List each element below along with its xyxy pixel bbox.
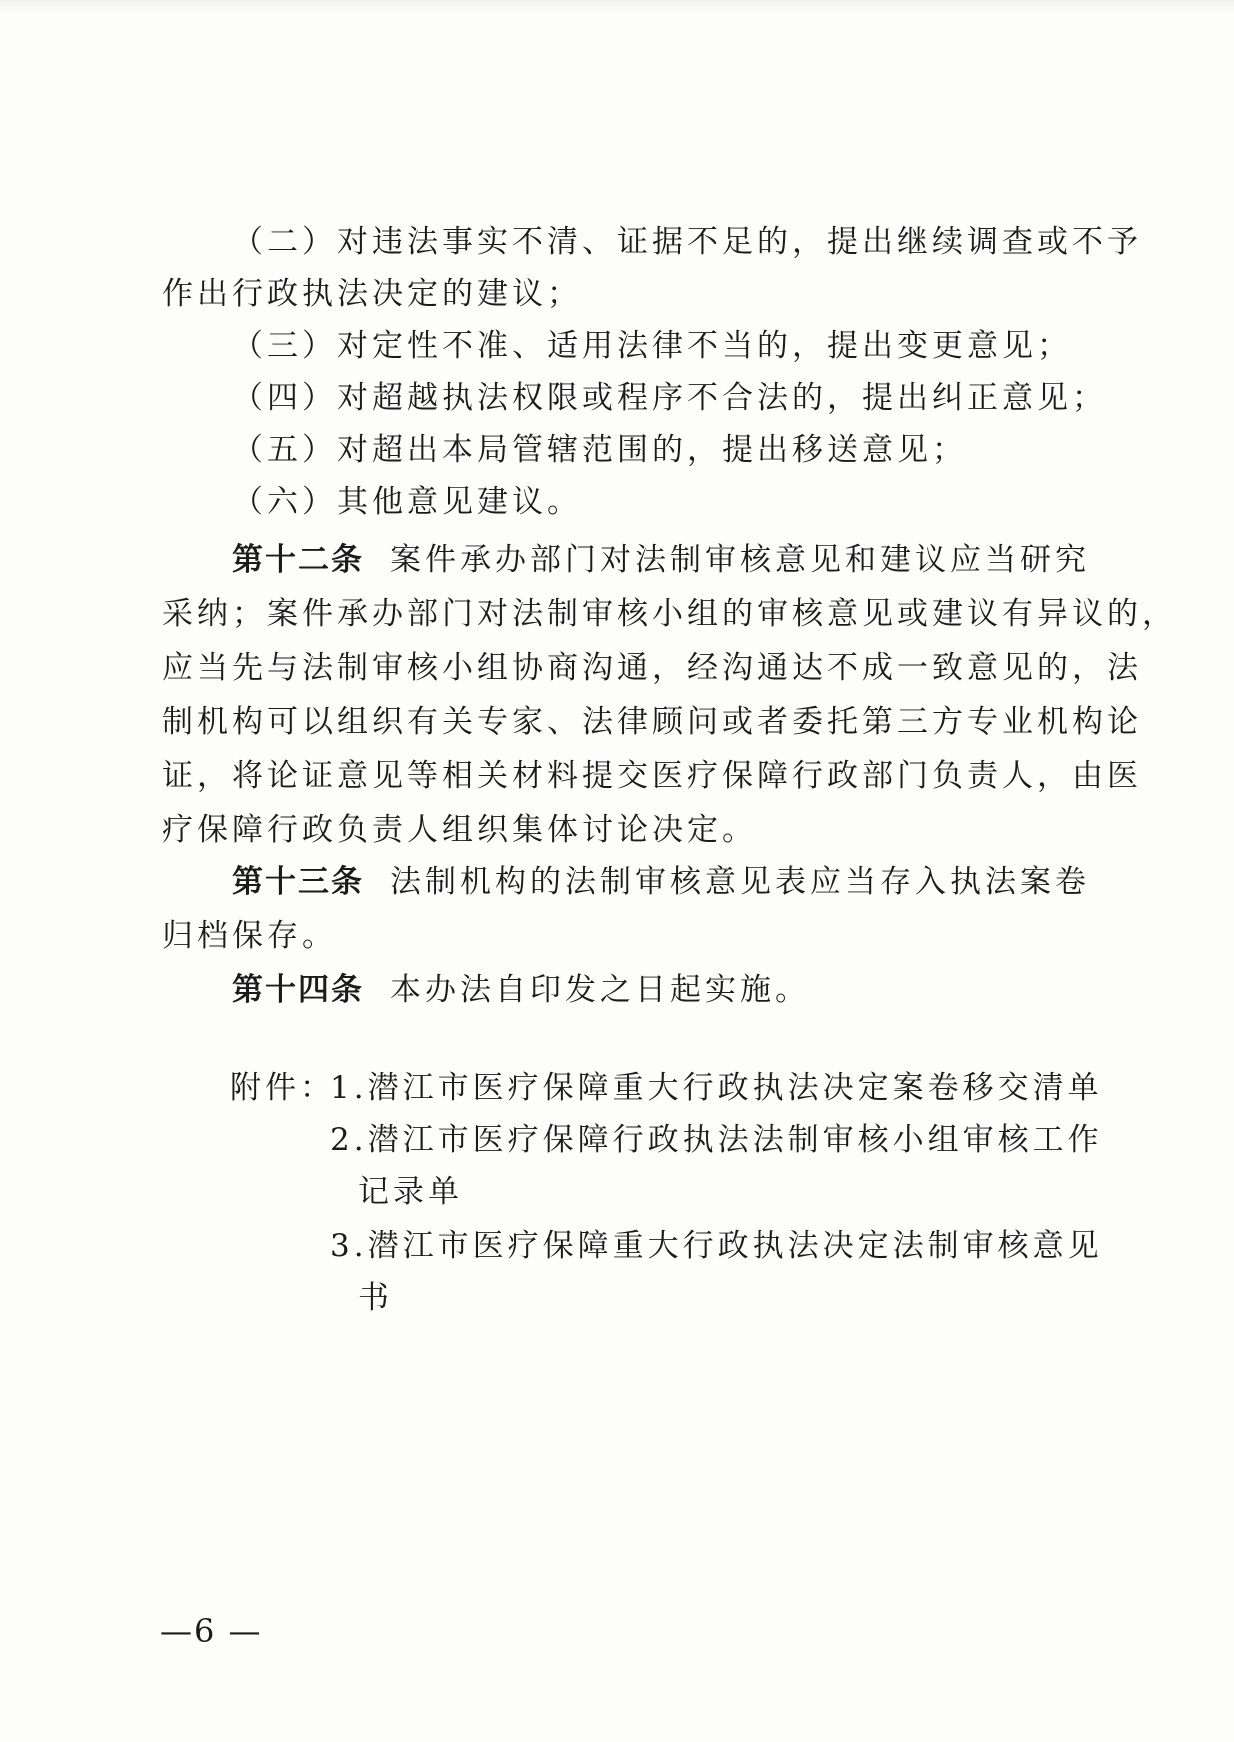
attachment-item-2-line-1: 2.潜江市医疗保障行政执法法制审核小组审核工作 bbox=[330, 1122, 1103, 1158]
attachment-item-1: 1.潜江市医疗保障重大行政执法决定案卷移交清单 bbox=[330, 1070, 1103, 1106]
article-13-line-2: 归档保存。 bbox=[162, 918, 337, 954]
article-13-line-1 bbox=[232, 862, 1090, 902]
item-2-line-1: （二）对违法事实不清、证据不足的，提出继续调查或不予 bbox=[232, 224, 1142, 260]
article-12-line-6: 疗保障行政负责人组织集体讨论决定。 bbox=[162, 812, 757, 848]
article-12-line-2: 采纳；案件承办部门对法制审核小组的审核意见或建议有异议的， bbox=[162, 596, 1177, 632]
item-3: （三）对定性不准、适用法律不当的，提出变更意见； bbox=[232, 328, 1072, 364]
article-14-line-1 bbox=[232, 970, 810, 1010]
article-14-text: 本办法自印发之日起实施。 bbox=[390, 972, 810, 1008]
article-13-text: 法制机构的法制审核意见表应当存入执法案卷 bbox=[390, 864, 1090, 900]
item-2-line-2: 作出行政执法决定的建议； bbox=[162, 276, 582, 312]
article-14-title: 第十四条 bbox=[232, 972, 364, 1008]
attachment-item-2-line-2: 记录单 bbox=[358, 1174, 463, 1210]
article-12-line-3: 应当先与法制审核小组协商沟通，经沟通达不成一致意见的，法 bbox=[162, 650, 1142, 686]
scan-edge bbox=[0, 0, 1234, 14]
article-13-title: 第十三条 bbox=[232, 864, 364, 900]
article-12-title: 第十二条 bbox=[232, 542, 364, 578]
attachments-label: 附件： bbox=[230, 1070, 335, 1106]
item-6: （六）其他意见建议。 bbox=[232, 484, 582, 520]
page-number: —6 — bbox=[160, 1612, 263, 1650]
article-12-line-5: 证，将论证意见等相关材料提交医疗保障行政部门负责人，由医 bbox=[162, 758, 1142, 794]
article-12-line-1 bbox=[232, 540, 1090, 580]
attachment-item-3-line-1: 3.潜江市医疗保障重大行政执法决定法制审核意见 bbox=[330, 1228, 1103, 1264]
article-12-line-4: 制机构可以组织有关专家、法律顾问或者委托第三方专业机构论 bbox=[162, 704, 1142, 740]
attachment-item-3-line-2: 书 bbox=[358, 1280, 393, 1316]
article-12-text: 案件承办部门对法制审核意见和建议应当研究 bbox=[390, 542, 1090, 578]
item-4: （四）对超越执法权限或程序不合法的，提出纠正意见； bbox=[232, 380, 1107, 416]
item-5: （五）对超出本局管辖范围的，提出移送意见； bbox=[232, 432, 967, 468]
